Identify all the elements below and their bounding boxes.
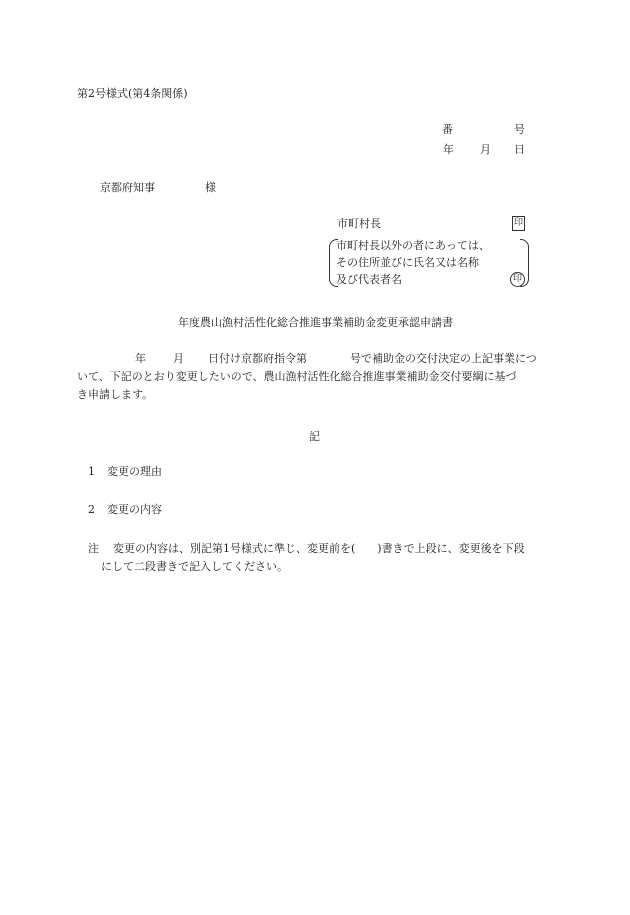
item1-number: 1 [88,465,95,478]
body-month: 月 [173,352,184,365]
note-line2: にして二段書きで記入してください。 [101,560,288,573]
seal-mark: 印 [512,216,525,231]
addressee-honorific: 様 [205,181,216,194]
month-label: 月 [480,143,491,156]
document-title: 年度農山漁村活性化総合推進事業補助金変更承認申請書 [178,316,453,329]
addressee-name: 京都府知事 [100,181,155,194]
applicant-other-line1: 市町村長以外の者にあっては、 [336,239,490,252]
body-line2: いて、下記のとおり変更したいので、農山漁村活性化総合推進事業補助金交付要綱に基づ [77,370,517,383]
item1-label: 変更の理由 [107,465,162,478]
body-go-text: 号で補助金の交付決定の上記事業につ [350,352,537,365]
ki-heading: 記 [309,430,320,443]
mayor-label: 市町村長 [337,217,381,230]
ban-label: 番 [442,123,453,136]
form-number: 第2号様式(第4条関係) [77,87,188,100]
year-label: 年 [443,143,454,156]
seal-mark-2: 印 [510,272,525,287]
item2-label: 変更の内容 [107,503,162,516]
body-line3: き申請します。 [77,388,154,401]
item2-number: 2 [88,503,95,516]
go-label: 号 [514,123,525,136]
body-day-ref: 日付け京都府指令第 [208,352,307,365]
body-year: 年 [135,352,146,365]
applicant-other-line3: 及び代表者名 [336,273,402,286]
note-line1: 変更の内容は、別記第1号様式に準じ、変更前を( )書きで上段に、変更後を下段 [113,542,525,555]
applicant-other-line2: その住所並びに氏名又は名称 [336,256,479,269]
day-label: 日 [514,143,525,156]
note-label: 注 [88,542,99,555]
